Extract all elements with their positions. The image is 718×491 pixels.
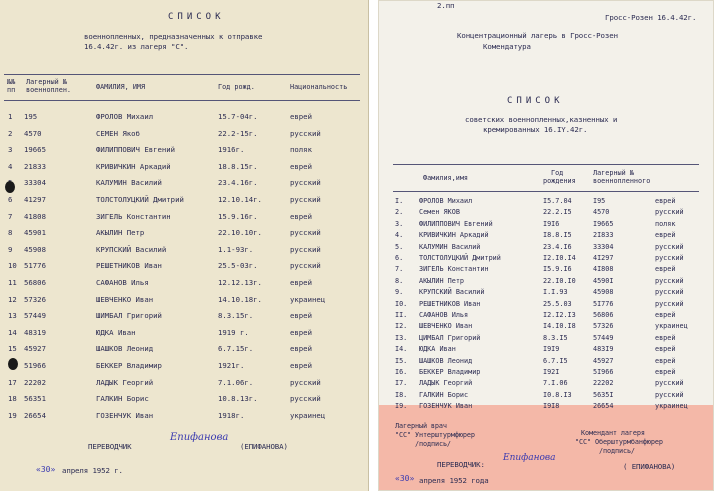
left-cell-n: 6 [8,195,13,204]
left-cell-n: 19 [8,410,17,420]
left-cell-n: 10 [8,261,17,271]
right-cell-name: Семен ЯКОВ [419,208,460,217]
left-cell-camp: 56351 [24,394,46,404]
right-document [378,0,714,491]
right-table-row [379,243,709,254]
right-cell-camp: 4I297 [593,254,614,262]
left-table-row [0,228,360,240]
left-cell-name: ЛАДЫК Георгий [96,377,154,387]
right-cell-n: I2. [395,322,408,331]
left-table-row [0,278,360,290]
left-cell-n: 12 [8,294,17,304]
left-cell-camp: 21833 [24,161,46,171]
right-cell-camp: 45908 [593,288,614,297]
r-header-year: Год рождения [543,169,576,185]
right-translator-signature: Епифанова [503,453,556,463]
left-cell-year: 8.3.15г. [218,311,254,321]
left-cell-year: 10.8.13г. [218,394,258,404]
left-cell-nat: русский [290,377,321,387]
right-cell-n: I4. [395,345,408,354]
right-cell-year: I.I.93 [543,288,568,297]
right-cell-name: ТОЛСТОЛУЦКИЙ Дмитрий [419,254,501,262]
left-cell-camp: 33304 [24,178,46,188]
left-cell-n: 14 [8,327,17,337]
right-cell-year: I9I8 [543,402,560,411]
left-date-day: «30» [36,465,56,474]
left-cell-camp: 41808 [24,211,46,221]
left-cell-camp: 56806 [24,278,46,287]
left-translator-label: ПЕРЕВОДЧИК [88,442,132,451]
left-cell-camp: 51966 [24,361,46,370]
right-cell-nat: украинец [655,322,688,331]
left-cell-nat: русский [290,261,321,271]
right-cell-nat: украинец [655,402,688,411]
right-cell-n: I7. [395,379,408,388]
left-cell-name: ШАШКОВ Леонид [96,344,154,354]
right-cell-nat: русский [655,299,684,308]
right-cell-year: 8.3.I5 [543,333,568,342]
left-table-row [0,328,360,340]
left-table-row [0,261,360,273]
left-title: СПИСОК [168,12,225,22]
left-cell-n: 11 [8,278,17,287]
left-subtitle-2: 16.4.42г. из лагеря "С". [84,42,189,51]
left-cell-nat: еврей [290,211,312,221]
right-title: СПИСОК [507,96,564,106]
right-cell-n: I. [395,197,404,205]
right-date-day: «30» [395,474,415,483]
left-subtitle-1: военнопленных, предназначенных к отправке [84,32,263,41]
left-cell-year: 14.10.18г. [218,294,262,304]
right-cell-n: 3. [395,219,404,228]
left-cell-camp: 195 [24,112,38,121]
right-cell-year: I9I9 [543,345,560,354]
right-cell-n: 6. [395,254,404,262]
doctor-line-2: "СС" Унтерштурмфюрер [395,431,475,439]
left-cell-name: ГОЗЕНЧУК Иван [96,410,154,420]
right-cell-name: ЛАДЫК Георгий [419,379,473,388]
right-cell-name: ШАШКОВ Леонид [419,356,473,365]
header-nationality: Национальность [290,83,348,91]
left-cell-nat: еврей [290,327,312,337]
right-cell-n: 2. [395,208,404,217]
right-cell-camp: I9665 [593,219,614,228]
right-cell-name: КРИВИЧКИН Аркадий [419,231,489,240]
left-cell-name: ЗИГЕЛЬ Константин [96,211,171,221]
right-cell-name: БЕККЕР Владимир [419,368,481,376]
left-cell-year: 22.2-15г. [218,128,258,138]
left-cell-name: СЕМЕН Якоб [96,128,140,138]
right-table-row [379,322,709,333]
left-table-row [0,311,360,323]
left-cell-nat: русский [290,195,321,204]
left-cell-nat: еврей [290,161,312,171]
left-table-row [0,195,360,207]
right-cell-nat: еврей [655,356,676,365]
right-cell-name: ЗИГЕЛЬ Константин [419,265,489,274]
right-table-row [379,334,709,345]
left-cell-camp: 48319 [24,327,46,337]
left-cell-name: КРИВИЧКИН Аркадий [96,161,171,171]
right-table-row [379,345,709,356]
left-cell-year: 12.10.14г. [218,195,262,204]
left-cell-nat: русский [290,394,321,404]
right-cell-n: 8. [395,276,404,285]
right-table-row [379,265,709,276]
right-table-row [379,368,709,379]
right-cell-n: I3. [395,333,408,342]
right-table-row [379,208,709,219]
right-cell-nat: русский [655,288,684,297]
left-date-rest: апреля 1952 г. [62,466,123,475]
right-cell-nat: поляк [655,219,676,228]
right-translator-label: ПЕРЕВОДЧИК: [437,460,485,469]
right-cell-camp: 4570 [593,208,610,217]
left-cell-name: ГАЛКИН Борис [96,394,149,404]
left-table-row [0,212,360,224]
left-cell-name: БЕККЕР Владимир [96,361,162,370]
right-cell-year: 6.7.I5 [543,356,568,365]
right-cell-year: 7.I.06 [543,379,568,388]
right-cell-year: 25.5.03 [543,299,572,308]
left-table-row [0,344,360,356]
right-cell-camp: 5I966 [593,368,614,376]
right-cell-n: 7. [395,265,404,274]
left-cell-n: 1 [8,112,13,121]
right-cell-year: I9I6 [543,219,560,228]
left-table-row [0,361,360,373]
left-cell-nat: украинец [290,410,326,420]
right-cell-n: I5. [395,356,408,365]
left-cell-year: 7.1.06г. [218,377,254,387]
left-cell-year: 25.5-03г. [218,261,258,271]
right-cell-camp: 26654 [593,402,614,411]
right-top-number: 2.пп [437,1,455,10]
right-table-row [379,220,709,231]
left-cell-name: ШИМБАЛ Григорий [96,311,162,321]
left-cell-camp: 45908 [24,244,46,254]
left-cell-camp: 22202 [24,377,46,387]
left-cell-nat: русский [290,128,321,138]
right-cell-name: ФРОЛОВ Михаил [419,197,473,205]
right-cell-nat: еврей [655,333,676,342]
right-subtitle-2: кремированных 16.IY.42г. [483,125,588,134]
right-org-1: Концентрационный лагерь в Гросс-Розен [457,31,618,40]
right-table-row [379,402,709,413]
left-table-row [0,394,360,406]
r-header-camp: Лагерный № военнопленного [593,169,651,185]
left-cell-nat: еврей [290,278,312,287]
left-cell-year: 22.10.10г. [218,228,262,238]
doctor-line-3: /подпись/ [415,440,451,448]
header-no: №№ пп [7,78,16,94]
right-org-2: Комендатура [483,42,531,51]
right-cell-camp: I95 [593,197,606,205]
right-cell-name: ГАЛКИН Борис [419,390,469,399]
right-cell-camp: 33304 [593,242,614,251]
right-cell-camp: 2I833 [593,231,614,240]
left-cell-camp: 41297 [24,195,46,204]
right-cell-year: I8.8.I5 [543,231,572,240]
left-cell-nat: поляк [290,145,312,155]
right-cell-name: КАЛУМИН Василий [419,242,481,251]
right-cell-n: 5. [395,242,404,251]
right-table-row [379,357,709,368]
left-cell-year: 6.7.15г. [218,344,254,354]
commandant-line-2: "СС" Оберштурмбанфюрер [575,438,663,446]
left-cell-n: 9 [8,244,13,254]
right-cell-camp: 45927 [593,356,614,365]
left-cell-nat: русский [290,178,321,188]
right-cell-name: ФИЛИППОВИЧ Евгений [419,219,493,228]
left-translator-name: (ЕПИФАНОВА) [240,442,288,451]
left-cell-year: 1.1-93г. [218,244,254,254]
doctor-line-1: Лагерный врач [395,422,447,430]
right-cell-name: ГОЗЕНЧУК Иван [419,402,473,411]
left-table-row [0,411,360,423]
commandant-line-3: /подпись/ [599,447,635,455]
left-cell-nat: украинец [290,294,326,304]
left-cell-n: 15 [8,344,17,354]
punch-hole [8,358,18,370]
left-cell-n: 4 [8,161,13,171]
right-date-rest: апреля 1952 года [419,476,489,485]
left-cell-name: ЮДКА Иван [96,327,136,337]
left-cell-camp: 19665 [24,145,46,155]
right-cell-camp: 4I808 [593,265,614,274]
left-table-row [0,112,360,124]
right-cell-year: I4.I0.I8 [543,322,576,331]
left-cell-name: ШЕВЧЕНКО Иван [96,294,154,304]
right-cell-year: I5.9.I6 [543,265,572,274]
right-cell-year: 22.I0.I0 [543,276,576,285]
right-table-row [379,197,709,208]
r-header-name: Фамилия,имя [423,174,469,182]
left-cell-year: 1916г. [218,145,245,155]
left-cell-n: 17 [8,377,17,387]
left-table-row [0,295,360,307]
right-cell-nat: русский [655,276,684,285]
right-cell-nat: еврей [655,265,676,274]
right-cell-nat: еврей [655,231,676,240]
left-cell-camp: 45901 [24,228,46,238]
right-cell-nat: русский [655,254,684,262]
right-table-row [379,254,709,265]
left-cell-name: ФРОЛОВ Михаил [96,112,154,121]
right-cell-n: 4. [395,231,404,240]
left-cell-year: 1918г. [218,410,245,420]
right-cell-name: КРУПСКИЙ Василий [419,288,485,297]
right-table-row [379,379,709,390]
right-cell-name: ЦИМБАЛ Григорий [419,333,481,342]
right-cell-n: II. [395,311,408,319]
left-cell-year: 15.9.16г. [218,211,258,221]
right-cell-nat: еврей [655,197,676,205]
left-cell-nat: еврей [290,311,312,321]
right-cell-nat: еврей [655,368,676,376]
right-cell-year: I5.7.04 [543,197,572,205]
left-cell-name: ТОЛСТОЛУЦКИЙ Дмитрий [96,195,184,204]
left-cell-camp: 4570 [24,128,42,138]
left-cell-n: 3 [8,145,13,155]
left-cell-nat: русский [290,228,321,238]
left-cell-n: 8 [8,228,13,238]
right-cell-name: ЮДКА Иван [419,345,456,354]
right-table-row [379,311,709,322]
right-cell-camp: 5635I [593,390,614,399]
left-cell-n: 2 [8,128,13,138]
right-cell-camp: 22202 [593,379,614,388]
left-cell-name: САФАНОВ Илья [96,278,149,287]
left-table-row [0,178,360,190]
right-cell-year: I92I [543,368,560,376]
right-cell-nat: еврей [655,345,676,354]
right-table-row [379,277,709,288]
left-cell-nat: еврей [290,344,312,354]
right-cell-n: 9. [395,288,404,297]
left-cell-camp: 51776 [24,261,46,271]
right-cell-year: I0.8.I3 [543,390,572,399]
right-cell-year: I2.I0.I4 [543,254,576,262]
left-cell-year: 18.8.15г. [218,161,258,171]
left-cell-camp: 57326 [24,294,46,304]
right-cell-nat: русский [655,390,684,399]
right-cell-camp: 5I776 [593,299,614,308]
right-cell-n: I9. [395,402,408,411]
right-table-row [379,300,709,311]
right-cell-name: АКЫЛИН Петр [419,276,465,285]
left-cell-n: 18 [8,394,17,404]
left-cell-year: 1921г. [218,361,245,370]
header-year: Год рожд. [218,83,255,91]
right-cell-camp: 483I9 [593,345,614,354]
left-cell-name: АКЫЛИН Петр [96,228,145,238]
punch-hole [5,181,15,193]
right-cell-nat: русский [655,208,684,217]
right-cell-year: I2.I2.I3 [543,311,576,319]
left-cell-year: 15.7-04г. [218,112,258,121]
left-cell-year: 12.12.13г. [218,278,262,287]
right-translator-name: ( ЕПИФАНОВА) [623,462,676,471]
left-cell-camp: 26654 [24,410,46,420]
left-cell-name: КРУПСКИЙ Василий [96,244,167,254]
left-table-row [0,129,360,141]
right-cell-camp: 4590I [593,276,614,285]
right-cell-n: I6. [395,368,408,376]
right-table-row [379,288,709,299]
left-cell-year: 1919 г. [218,327,249,337]
left-table-row [0,162,360,174]
right-cell-nat: еврей [655,311,676,319]
right-cell-nat: русский [655,242,684,251]
left-translator-signature: Епифанова [170,432,229,443]
left-cell-n: 7 [8,211,13,221]
right-cell-year: 23.4.I6 [543,242,572,251]
left-cell-camp: 45927 [24,344,46,354]
right-table-row [379,391,709,402]
left-cell-name: РЕШЕТНИКОВ Иван [96,261,162,271]
right-cell-name: САФАНОВ Илья [419,311,469,319]
header-camp-number: Лагерный № военноплен. [26,78,72,94]
left-cell-nat: русский [290,244,321,254]
right-cell-year: 22.2.I5 [543,208,572,217]
left-cell-n: 13 [8,311,17,321]
right-top-place-date: Гросс-Розен 16.4.42г. [605,13,697,22]
commandant-line-1: Комендант лагеря [581,429,645,437]
left-cell-year: 23.4.16г. [218,178,258,188]
left-table-row [0,378,360,390]
left-cell-nat: еврей [290,361,312,370]
left-cell-nat: еврей [290,112,312,121]
right-table-row [379,231,709,242]
right-cell-n: I8. [395,390,408,399]
right-cell-camp: 57326 [593,322,614,331]
right-cell-nat: русский [655,379,684,388]
right-subtitle-1: советских военнопленных,казненных и [465,115,618,124]
left-cell-name: ФИЛИППОВИЧ Евгений [96,145,176,155]
right-cell-camp: 56806 [593,311,614,319]
left-cell-name: КАЛУМИН Василий [96,178,162,188]
header-name: ФАМИЛИЯ, ИМЯ [96,83,146,91]
left-table-row [0,245,360,257]
right-cell-n: I0. [395,299,408,308]
right-cell-name: РЕШЕТНИКОВ Иван [419,299,481,308]
right-cell-camp: 57449 [593,333,614,342]
left-cell-camp: 57449 [24,311,46,321]
right-cell-name: ШЕВЧЕНКО Иван [419,322,473,331]
left-table-row [0,145,360,157]
